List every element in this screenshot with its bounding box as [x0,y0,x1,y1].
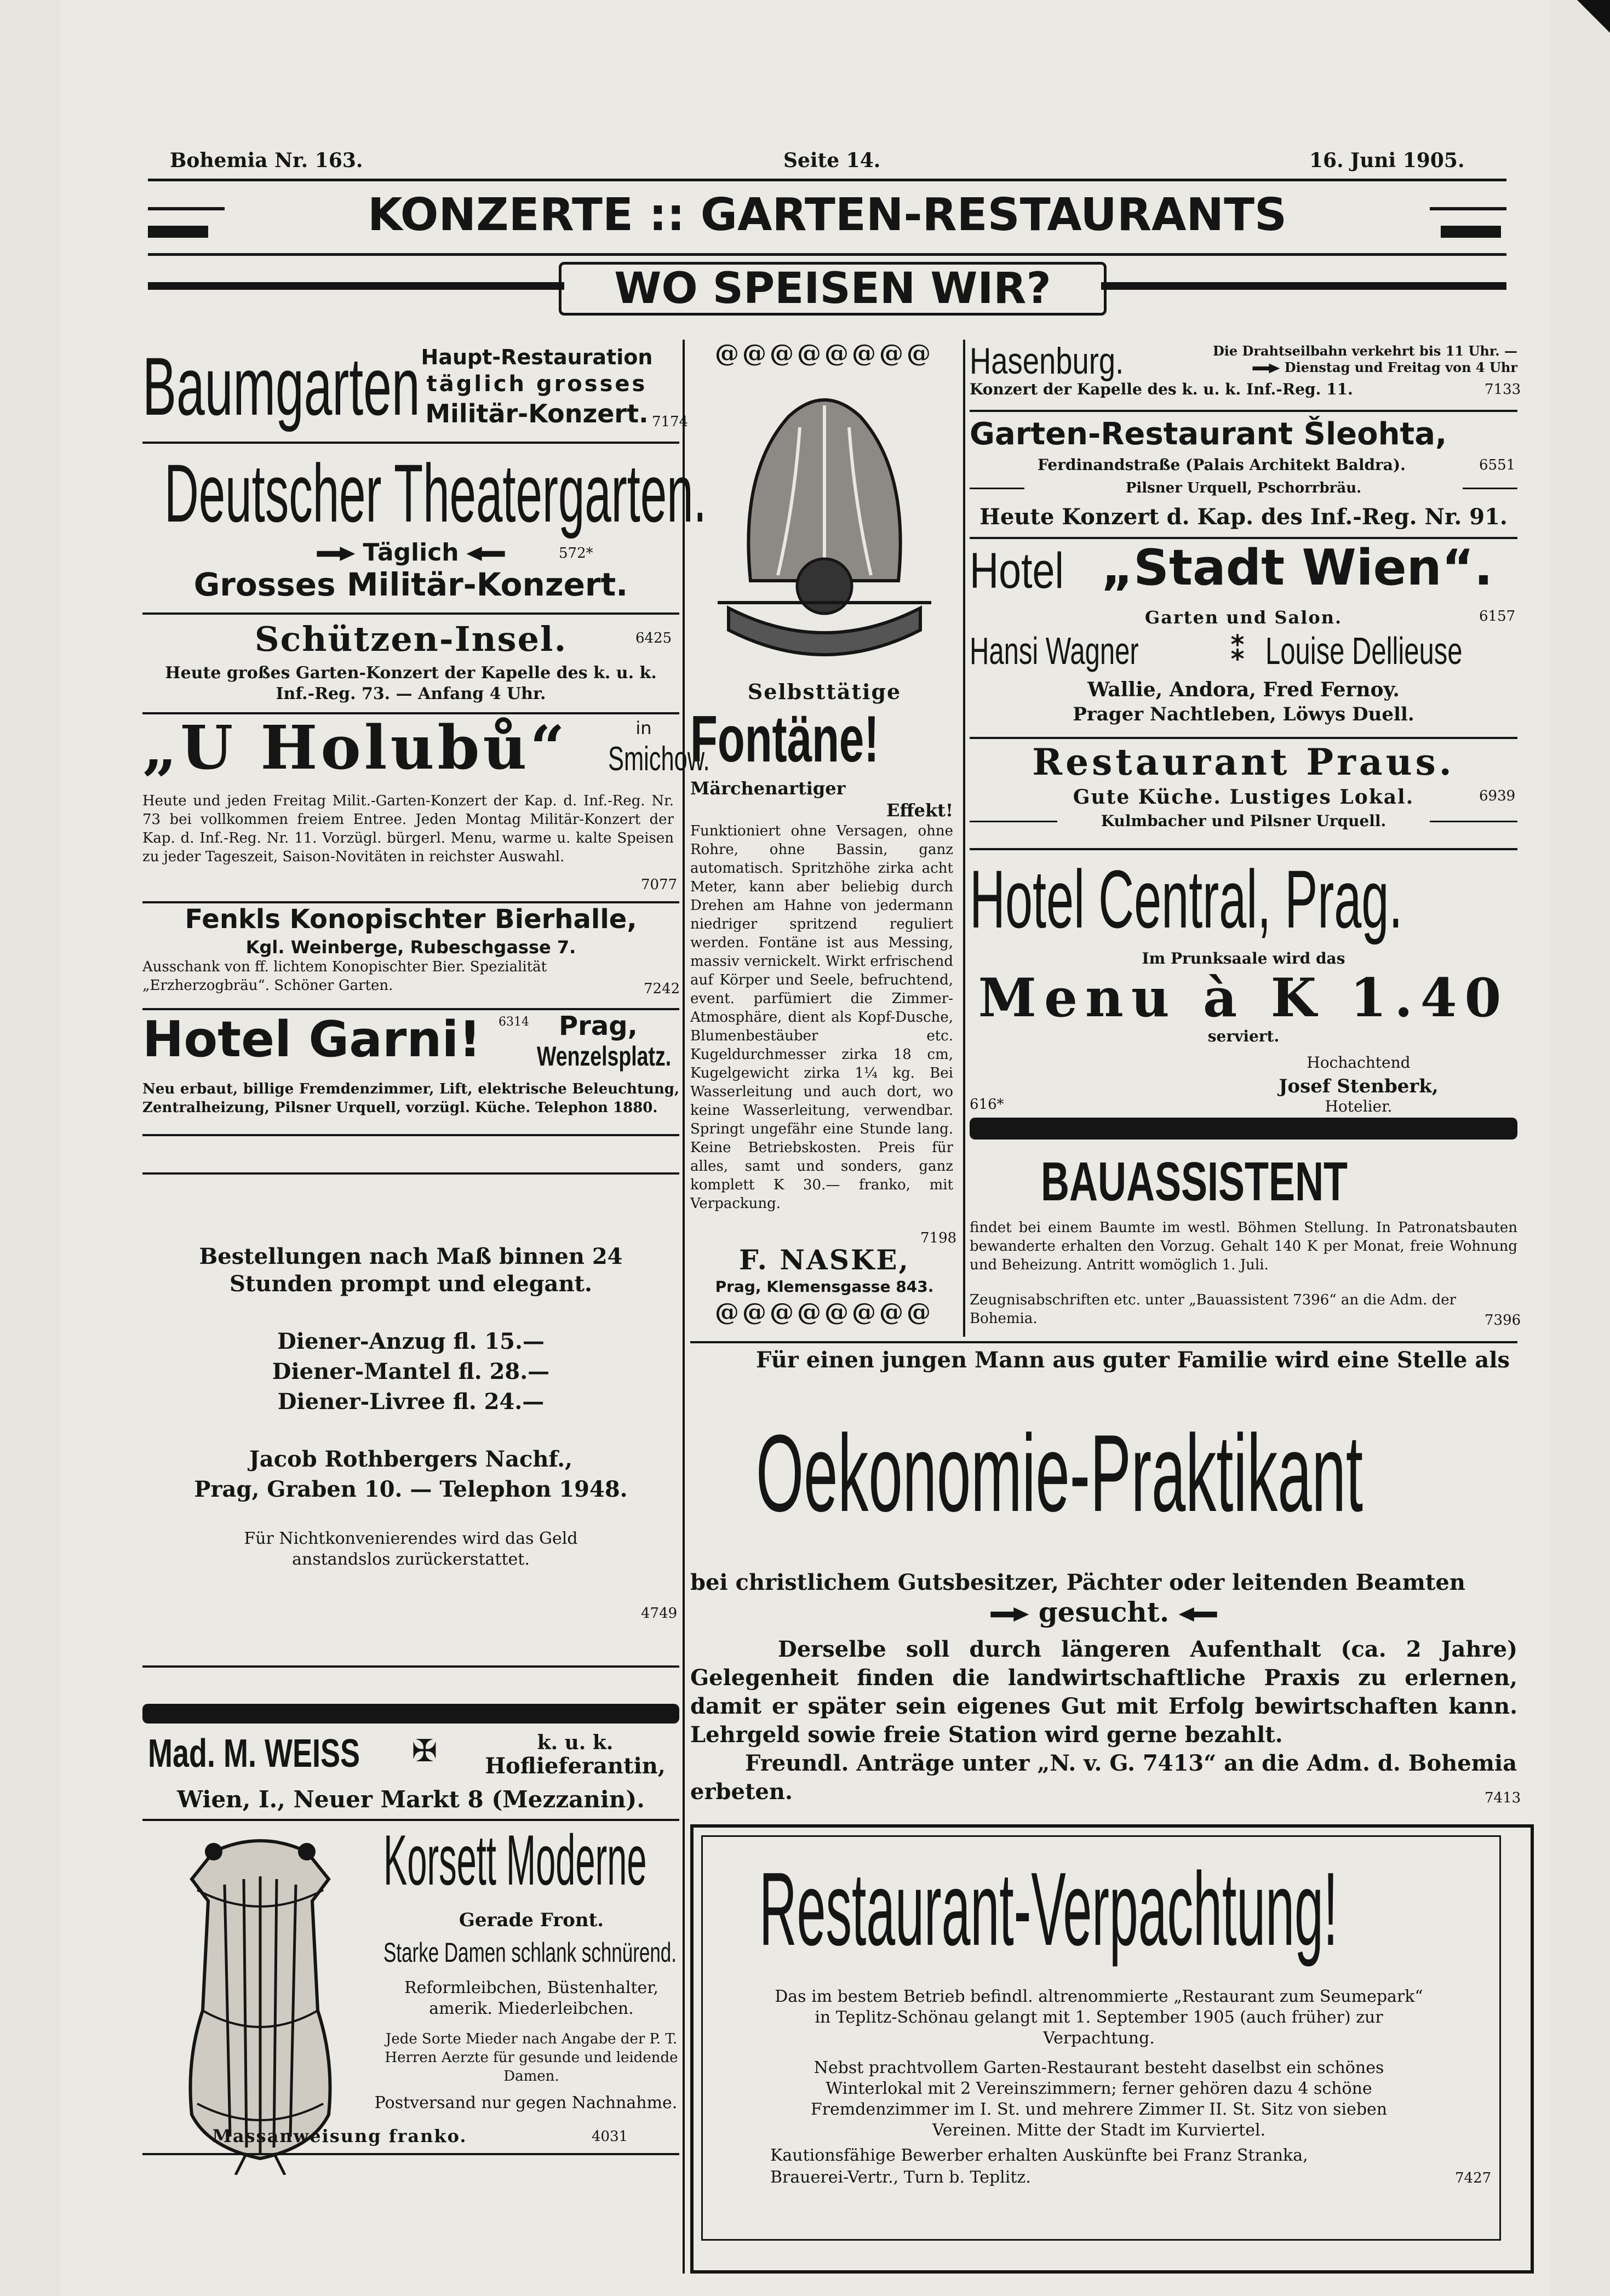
ad-line: Postversand nur gegen Nachnahme. [374,2093,678,2112]
ad-title: Fontäne! [690,702,879,776]
ad-title: Mad. M. WEISS [148,1732,360,1776]
ad-line: Wien, I., Neuer Markt 8 (Mezzanin). [177,1786,645,1813]
ad-number: 7174 [652,414,689,430]
fountain-illustration [712,373,937,679]
ad-line: in [635,718,652,738]
column-divider-2 [963,340,965,1337]
ad-rule [142,901,679,903]
ad-bauassistent [970,1150,1521,1348]
ad-bar [970,1118,1517,1140]
ad-line: Prag, Graben 10. — Telephon 1948. [194,1476,628,1502]
ad-number: 7396 [1485,1312,1521,1329]
ad-rule [970,737,1517,739]
ad-line: Kulmbacher und Pilsner Urquell. [1057,812,1430,830]
banner-bar-left [148,282,564,290]
ad-title: BAUASSISTENT [1041,1151,1348,1212]
ad-u-holubu [142,712,710,898]
ad-decoration: @@@@@@@@ [715,1298,934,1326]
ad-decoration: @@@@@@@@ [715,340,934,368]
ad-number: 7427 [1455,2170,1492,2186]
ad-theatergarten [142,446,707,605]
ad-line-text: gesucht. [1038,1596,1170,1628]
pointing-hand-icon [1179,1607,1217,1622]
ad-text: Neu erbaut, billige Fremdenzimmer, Lift, elektrische Beleuchtung, Zentralheizung, Pilsner Urquell, vorzügl. Küche. Telephon 1880. [142,1081,679,1116]
ad-line: Hochachtend [1307,1053,1411,1072]
ad-line: Prag, Klemensgasse 843. [715,1278,934,1296]
ad-number: 7198 [920,1230,957,1246]
ad-text: Zeugnisabschriften etc. unter „Bauassistent 7396“ an die Adm. der Bohemia. [970,1292,1457,1327]
ad-restaurant-verpachtung [690,1824,1534,2274]
ad-item: Diener-Livree fl. 24.— [277,1389,545,1415]
banner-subtitle: WO SPEISEN WIR? [559,262,1107,316]
ad-line: Starke Damen schlank schnürend. [383,1937,677,1968]
ad-number: 4031 [592,2128,628,2145]
ad-title: „Stadt Wien“. [1101,539,1493,597]
ad-fenkl [142,904,679,1003]
ad-number: 6939 [1479,788,1516,804]
ad-rule [690,1341,1517,1343]
issue-date: 16. Juni 1905. [1309,149,1465,172]
ad-restaurant-praus [970,741,1517,845]
ad-title: Baumgarten [142,340,420,432]
ad-hasenburg [970,340,1521,405]
ad-title: Oekonomie-Praktikant [756,1412,1363,1535]
ad-line: Prag, [559,1011,638,1041]
ad-line: bei christlichem Gutsbesitzer, Pächter oder leitenden Beamten [690,1570,1465,1595]
ad-text: Freundl. Anträge unter „N. v. G. 7413“ an die Adm. d. Bohemia erbeten. [690,1750,1517,1805]
ad-number: 7133 [1485,381,1521,398]
ad-line: Wenzelsplatz. [537,1041,672,1072]
ad-number: 572* [559,545,593,562]
ad-number: 6425 [635,630,672,646]
ad-rule [142,1665,679,1668]
ad-line: Selbsttätige [747,679,902,704]
ad-line: serviert. [1207,1027,1280,1045]
ad-artist: Louise Dellieuse [1265,629,1463,672]
ad-line: Hoflieferantin, [485,1753,666,1779]
ad-firm: F. NASKE, [739,1244,910,1276]
banner-title: KONZERTE :: GARTEN-RESTAURANTS [225,189,1430,241]
ad-line: Haupt-Restauration [421,345,653,369]
ad-title: Hotel Central, Prag. [970,853,1403,945]
ad-sleohta [970,416,1517,537]
ad-rule [142,2153,679,2155]
ad-stadt-wien [970,539,1517,734]
ad-line: Effekt! [886,800,953,821]
ad-fontaene-naske [690,340,959,1337]
header-rule [148,179,1506,181]
ad-product: Korsett Moderne [383,1820,647,1900]
ad-title: Schützen-Insel. [254,619,568,659]
ad-text: Nebst prachtvollem Garten-Restaurant besteht daselbst ein schönes Winterlokal mit 2 Vereinszimmern; ferner gehören dazu 4 schöne Fremdenzimmer im I. St. und mehrere Zimmer II. St. Sitz von sieben Vereinen. Mitte der Stadt im Kurviertel. [810,2058,1388,2140]
ad-hotel-garni [142,1011,679,1126]
pointing-hand-icon [990,1607,1029,1622]
ad-item: Diener-Mantel fl. 28.— [272,1359,550,1384]
ad-rule [142,1172,679,1175]
ad-bar [142,1704,679,1724]
ad-line: Im Prunksaale wird das [1142,949,1345,967]
ad-title: Hotel Garni! [142,1011,482,1068]
column-divider-1 [683,340,685,2274]
ad-number: 7242 [644,981,680,997]
ad-oekonomie-praktikant [690,1345,1521,1816]
ad-artist: Hansi Wagner [970,629,1139,672]
ad-number: 6157 [1479,608,1516,625]
ad-line: täglich grosses [426,371,648,397]
ad-number: 7077 [641,877,678,893]
ad-text: findet bei einem Baumte im westl. Böhmen Stellung. In Patronatsbauten bewanderte erhalten den Vorzug. Gehalt 140 K per Monat, freie Wohnung und Beheizung. Antritt womöglich 1. Juli. [970,1219,1517,1273]
ad-schuetzen-insel [142,619,679,707]
ad-line: Kgl. Weinberge, Rubeschgasse 7. [245,937,576,958]
star-divider-icon: ⁑ [1229,630,1247,668]
page-number: Seite 14. [783,149,881,172]
ad-text: Heute großes Garten-Konzert der Kapelle des k. u. k. Inf.-Reg. 73. — Anfang 4 Uhr. [165,663,657,703]
ad-title: Deutscher Theatergarten. [164,447,707,539]
ad-baumgarten [142,340,689,438]
ad-item: Diener-Anzug fl. 15.— [277,1329,545,1354]
ad-line: Gerade Front. [459,1909,604,1931]
ad-title: Hotel [970,543,1064,599]
ad-line: Prager Nachtleben, Löwys Duell. [1073,703,1414,725]
ad-line [1145,359,1517,375]
ad-rule [142,1134,679,1136]
ad-number: 6314 [499,1015,529,1029]
ad-line: Gute Küche. Lustiges Lokal. [1073,786,1414,809]
ad-rule [970,848,1517,850]
ad-title: Fenkls Konopischter Bierhalle, [185,904,637,935]
ad-mad-weiss [142,1731,679,2279]
ad-line: Bestellungen nach Maß binnen 24 [199,1244,623,1269]
ad-line: k. u. k. [537,1731,614,1754]
ad-line: Die Drahtseilbahn verkehrt bis 11 Uhr. — [1212,343,1517,359]
banner-block-left [148,226,208,238]
ad-title: Restaurant-Verpachtung! [759,1851,1338,1967]
ad-hotel-central [970,852,1517,1126]
ad-line: Ferdinandstraße (Palais Architekt Baldra). [1038,456,1406,474]
newspaper-page [60,0,1550,2296]
pointing-hand-icon [317,547,355,561]
ad-line: Militär-Konzert. [425,399,649,428]
ad-line [142,539,679,566]
ad-line: Märchenartiger [690,778,846,799]
ad-line: Jacob Rothbergers Nachf., [249,1446,573,1472]
ad-text: Derselbe soll durch längeren Aufenthalt (ca. 2 Jahre) Gelegenheit finden die landwirtschaftliche Praxis zu erlernen, damit er später sein eigenes Gut mit Erfolg bewirtschaften kann. Lehrgeld sowie freie Station wird gerne bezahlt. [690,1636,1517,1748]
crest-icon: ✠ [411,1733,438,1769]
banner-rule-mid [148,253,1506,256]
ad-line: Wallie, Andora, Fred Fernoy. [1087,678,1400,701]
ad-line: Pilsner Urquell, Pschorrbräu. [1024,480,1463,496]
ad-line: Heute Konzert d. Kap. des Inf.-Reg. Nr. 91. [979,504,1508,530]
ad-text: Brauerei-Vertr., Turn b. Teplitz. [770,2168,1031,2187]
banner-bar-right [1101,282,1506,290]
ad-text: Ausschank von ff. lichtem Konopischter Bier. Spezialität „Erzherzogbräu“. Schöner Garten. [142,959,547,994]
ad-text: Für Nichtkonvenierendes wird das Geld anstandslos zurückerstattet. [244,1529,578,1569]
ad-number: 4749 [641,1605,678,1622]
ad-number: 6551 [1479,457,1516,473]
ad-rule [142,612,679,615]
ad-line: Hotelier. [1325,1097,1393,1115]
pointing-hand-icon [1252,364,1280,374]
ad-rule [970,410,1517,412]
ad-rule [142,442,679,444]
ad-text: Das im bestem Betrieb befindl. altrenommierte „Restaurant zum Seumepark“ in Teplitz-Schönau gelangt mit 1. September 1905 (auch früher) zur Verpachtung. [775,1987,1423,2048]
ad-line: Garten und Salon. [1144,607,1343,628]
ad-rule [142,1008,679,1010]
ad-text: Kautionsfähige Bewerber erhalten Auskünfte bei Franz Stranka, [770,2146,1308,2165]
ad-line-text: Dienstag und Freitag von 4 Uhr [1284,359,1517,375]
ad-line: Reformleibchen, Büstenhalter, amerik. Miederleibchen. [404,1978,658,2018]
ad-line: Massanweisung franko. [212,2126,467,2146]
ad-number: 616* [970,1096,1004,1113]
ad-text: Heute und jeden Freitag Milit.-Garten-Konzert der Kap. d. Inf.-Reg. Nr. 73 bei vollkommen freiem Entree. Jeden Montag Militär-Konzert der Kap. d. Inf.-Reg. Nr. 11. Vorzügl. bürgerl. Menu, warme u. kalte Speisen zu jeder Tageszeit, Saison-Novitäten in reichster Auswahl. [142,793,674,865]
ad-rothberger [142,1244,679,1638]
ad-menu-price: Menu à K 1.40 [978,967,1509,1029]
ad-line [690,1596,1517,1628]
corset-illustration [148,1830,373,2175]
banner-block-right [1441,226,1501,238]
ad-line: Für einen jungen Mann aus guter Familie wird eine Stelle als [756,1347,1510,1373]
ad-title: „U Holubů“ [142,712,568,783]
ad-number: 7413 [1485,1790,1521,1806]
ad-line: Josef Stenberk, [1279,1075,1439,1097]
ad-title: Garten-Restaurant Šleohta, [970,416,1447,452]
page-corner [1577,0,1610,33]
issue-label: Bohemia Nr. 163. [170,149,363,172]
ad-line: Smichow. [608,740,710,778]
ad-line: Jede Sorte Mieder nach Angabe der P. T. Herren Aerzte für gesunde und leidende Damen. [385,2031,678,2085]
pointing-hand-icon [467,547,505,561]
ad-line: Konzert der Kapelle des k. u. k. Inf.-Reg. 11. [970,380,1353,398]
ad-line: Grosses Militär-Konzert. [193,566,628,603]
ad-text: Funktioniert ohne Versagen, ohne Rohre, ohne Bassin, ganz automatisch. Spritzhöhe zirka acht Meter, kann aber beliebig durch Drehen am Hahne von jedermann niedriger spritzend reguliert werden. Fontäne ist aus Messing, massiv vernickelt. Wirkt erfrischend auf Körper und Seele, befruchtend, event. parfümiert die Zimmer-Atmosphäre, dient als Kopf-Dusche, Blumenbestäuber etc. Kugeldurchmesser zirka 18 cm, Kugelgewicht zirka 1¼ kg. Bei Wasserleitung und auch dort, wo keine Wasserleitung, verwendbar. Springt ungefähr eine Stunde lang. Keine Betriebskosten. Preis für alles, samt und sonders, ganz komplett K 30.— franko, mit Verpackung. [690,823,953,1212]
ad-title: Restaurant Praus. [1032,741,1455,783]
ad-title: Hasenburg. [970,340,1124,382]
ad-line-text: Täglich [363,539,459,566]
ad-line: Stunden prompt und elegant. [230,1271,592,1297]
